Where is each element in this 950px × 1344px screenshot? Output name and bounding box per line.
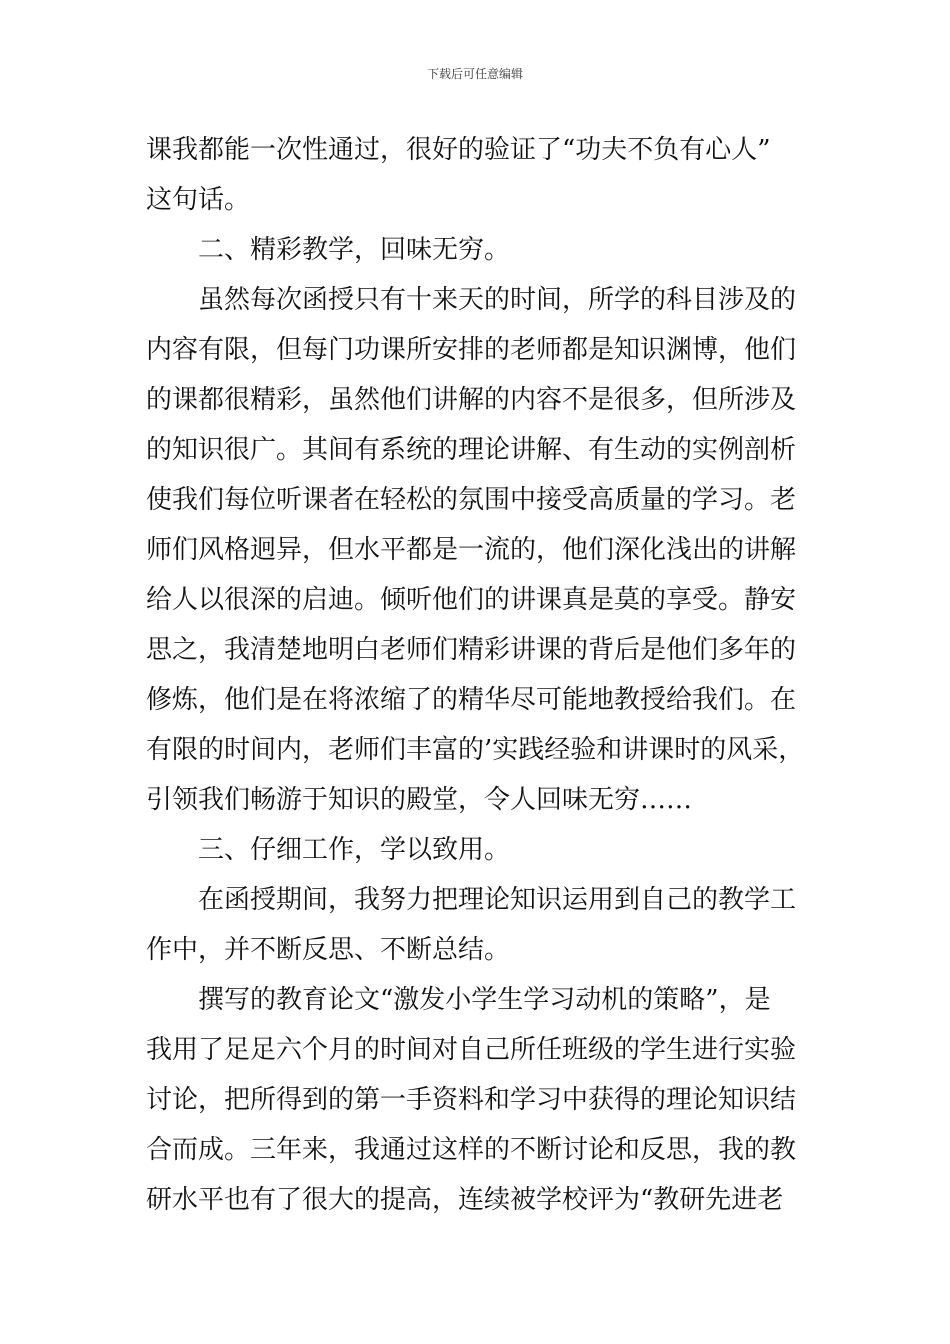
text-line: 给人以很深的启迪。倾听他们的讲课真是莫的享受。静安: [146, 585, 797, 615]
text-line: 课我都能一次性通过，很好的验证了“功夫不负有心人”: [146, 135, 771, 165]
text-line: 在函授期间，我努力把理论知识运用到自己的教学工: [198, 885, 797, 915]
text-line: 的知识很广。其间有系统的理论讲解、有生动的实例剖析: [146, 435, 797, 465]
text-line: 我用了足足六个月的时间对自己所任班级的学生进行实验: [146, 1035, 797, 1065]
page-header: 下载后可任意编辑: [426, 67, 523, 81]
text-line: 师们风格迥异，但水平都是一流的，他们深化浅出的讲解: [146, 535, 797, 565]
text-line: 撰写的教育论文“激发小学生学习动机的策略”，是: [198, 985, 771, 1015]
text-line: 修炼，他们是在将浓缩了的精华尽可能地教授给我们。在: [146, 685, 797, 715]
text-line: 思之，我清楚地明白老师们精彩讲课的背后是他们多年的: [146, 635, 797, 665]
text-line: 作中，并不断反思、不断总结。: [146, 935, 511, 965]
text-line: 使我们每位听课者在轻松的氛围中接受高质量的学习。老: [146, 485, 797, 515]
section-heading: 二、精彩教学，回味无穷。: [198, 235, 511, 265]
text-line: 这句话。: [146, 185, 251, 215]
text-line: 有限的时间内，老师们丰富的’实践经验和讲课时的风采，: [146, 735, 805, 765]
section-heading: 三、仔细工作，学以致用。: [198, 835, 511, 865]
text-line: 虽然每次函授只有十来天的时间，所学的科目涉及的: [198, 285, 797, 315]
text-line: 讨论，把所得到的第一手资料和学习中获得的理论知识结: [146, 1085, 797, 1115]
text-line: 引领我们畅游于知识的殿堂，令人回味无穷……: [146, 785, 693, 815]
text-line: 的课都很精彩，虽然他们讲解的内容不是很多，但所涉及: [146, 385, 797, 415]
text-line: 内容有限，但每门功课所安排的老师都是知识渊博，他们: [146, 335, 797, 365]
text-line: 研水平也有了很大的提高，连续被学校评为“教研先进老: [146, 1185, 784, 1215]
text-line: 合而成。三年来，我通过这样的不断讨论和反思，我的教: [146, 1135, 797, 1165]
